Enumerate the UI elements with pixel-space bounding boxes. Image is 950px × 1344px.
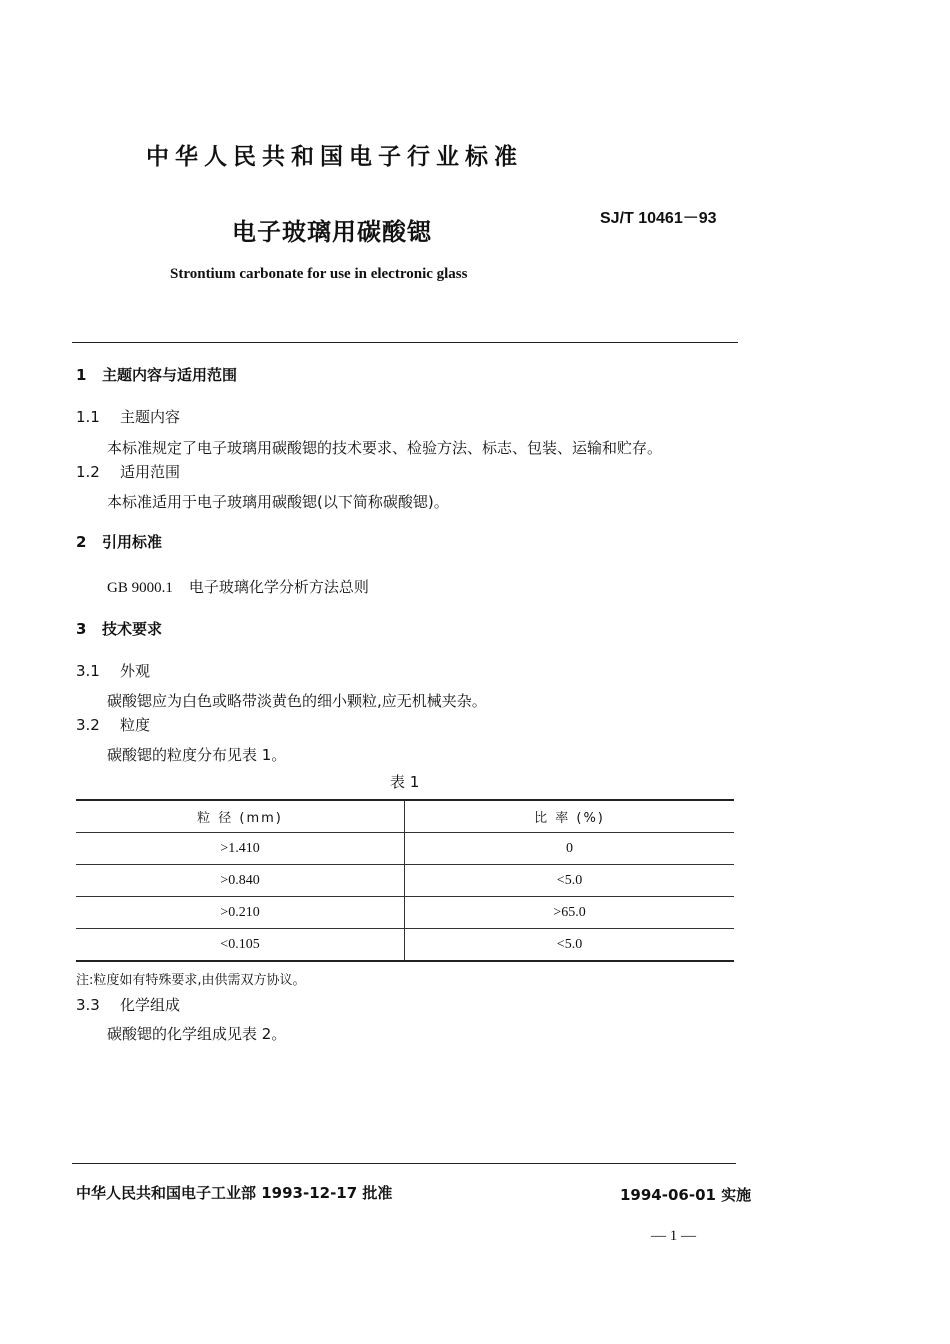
table-row	[76, 833, 734, 865]
section-1-2-heading	[76, 461, 180, 482]
table-header-row	[76, 800, 734, 833]
section-number: 3.2	[76, 716, 100, 734]
table-header-cell: 比 率 (%)	[405, 800, 735, 833]
section-title: 技术要求	[102, 620, 163, 638]
particle-size-table	[76, 799, 734, 962]
reference-code: GB 9000.1	[107, 580, 173, 596]
section-title: 适用范围	[120, 463, 181, 481]
standard-code: SJ/T 10461－93	[600, 210, 717, 227]
section-number: 3	[76, 620, 87, 638]
table-row	[76, 897, 734, 929]
section-number: 1.2	[76, 463, 100, 481]
section-1-2-text: 本标准适用于电子玻璃用碳酸锶(以下简称碳酸锶)。	[107, 493, 449, 511]
section-number: 3.3	[76, 996, 100, 1014]
table-cell: <0.105	[76, 929, 405, 962]
table-cell: <5.0	[405, 929, 735, 962]
reference-standard	[107, 576, 369, 597]
section-3-2-text: 碳酸锶的粒度分布见表 1。	[107, 746, 287, 764]
section-1-1-text: 本标准规定了电子玻璃用碳酸锶的技术要求、检验方法、标志、包装、运输和贮存。	[107, 439, 663, 457]
table-cell: >0.210	[76, 897, 405, 929]
section-title: 化学组成	[120, 996, 181, 1014]
reference-title: 电子玻璃化学分析方法总则	[188, 578, 369, 596]
table-1-note: 注:粒度如有特殊要求,由供需双方协议。	[76, 973, 306, 988]
section-3-1-text: 碳酸锶应为白色或略带淡黄色的细小颗粒,应无机械夹杂。	[107, 692, 487, 710]
section-3-3-text: 碳酸锶的化学组成见表 2。	[107, 1025, 287, 1043]
header-rule	[72, 342, 738, 343]
section-number: 3.1	[76, 662, 100, 680]
table-row	[76, 929, 734, 962]
section-number: 1	[76, 366, 87, 384]
section-title: 引用标准	[102, 533, 163, 551]
section-number: 2	[76, 533, 87, 551]
document-title: 电子玻璃用碳酸锶	[232, 218, 432, 246]
approval-line: 中华人民共和国电子工业部 1993-12-17 批准	[76, 1184, 393, 1202]
section-1-heading	[76, 364, 237, 385]
document-subtitle: Strontium carbonate for use in electronic glass	[170, 266, 468, 282]
section-3-1-heading	[76, 660, 150, 681]
section-3-2-heading	[76, 714, 150, 735]
section-title: 粒度	[120, 716, 151, 734]
table-row	[76, 865, 734, 897]
section-title: 主题内容与适用范围	[102, 366, 238, 384]
table-cell: >0.840	[76, 865, 405, 897]
section-title: 主题内容	[120, 408, 181, 426]
section-3-3-heading	[76, 994, 180, 1015]
table-cell: >65.0	[405, 897, 735, 929]
section-1-1-heading	[76, 406, 180, 427]
org-title: 中华人民共和国电子行业标准	[146, 144, 523, 170]
section-3-heading	[76, 618, 162, 639]
section-2-heading	[76, 531, 162, 552]
implementation-date: 1994-06-01 实施	[620, 1186, 752, 1204]
footer-rule	[72, 1163, 736, 1164]
table-1-caption: 表 1	[390, 773, 420, 791]
section-number: 1.1	[76, 408, 100, 426]
table-cell: <5.0	[405, 865, 735, 897]
table-cell: >1.410	[76, 833, 405, 865]
table-header-cell: 粒 径 (mm)	[76, 800, 405, 833]
table-cell: 0	[405, 833, 735, 865]
section-title: 外观	[120, 662, 151, 680]
page-number: — 1 —	[651, 1228, 696, 1244]
